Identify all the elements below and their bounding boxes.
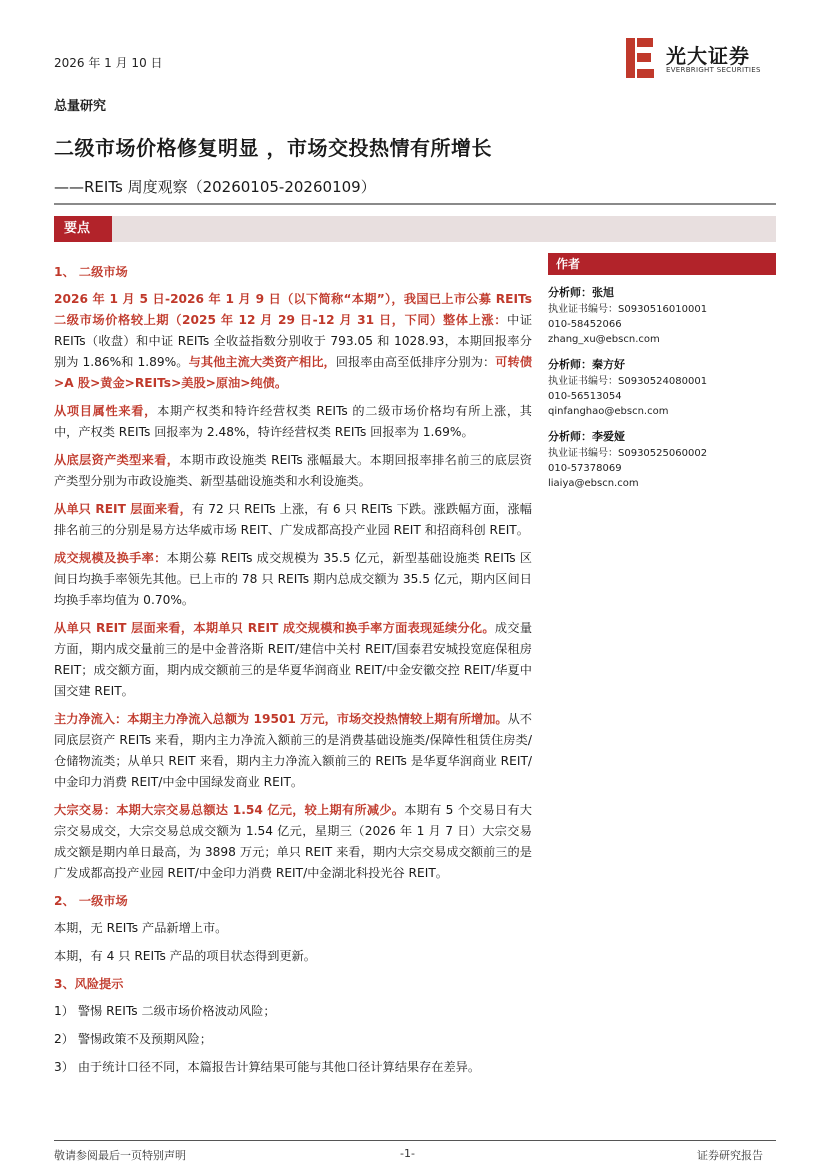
section-heading-risk: 3、风险提示 xyxy=(54,977,124,991)
author-name: 分析师：张旭 xyxy=(548,286,614,299)
logo-text-cn: 光大证券 xyxy=(666,44,750,68)
keypoints-banner xyxy=(54,216,776,242)
body-text: 从不同底层资产 REITs 来看，期内主力净流入额前三的是消费基础设施类/保障性租赁住房类/仓储物流类；从单只 REIT 来看，期内主力净流入额前三的 REITs 是华夏华润商业 REIT/中金印力消费 REIT/中金中国绿发商业 REIT。 xyxy=(54,712,532,789)
author-phone: 010-56513054 xyxy=(548,391,622,402)
body-text: 中证 REITs（收盘）和中证 REITs 全收益指数分别收于 793.05 和 1028.93，本期回报率分别为 1.86%和 1.89%。 xyxy=(54,313,533,369)
report-date: 2026 年 1 月 10 日 xyxy=(54,56,163,70)
highlight-text: 从单只 REIT 层面来看， xyxy=(54,502,192,516)
author-card xyxy=(548,285,776,347)
highlight-text: 从单只 REIT 层面来看，本期单只 REIT 成交规模和换手率方面表现延续分化。 xyxy=(54,621,495,635)
logo-text-en: EVERBRIGHT SECURITIES xyxy=(666,66,761,74)
footer-report-type: 证券研究报告 xyxy=(697,1149,763,1162)
author-card xyxy=(548,429,776,491)
author-card xyxy=(548,357,776,419)
author-name: 分析师：李爱娅 xyxy=(548,430,625,443)
author-email: zhang_xu@ebscn.com xyxy=(548,334,660,345)
section-heading-primary-market: 2、 一级市场 xyxy=(54,894,128,908)
highlight-text: 成交规模及换手率： xyxy=(54,551,167,565)
paragraph-status-update: 本期，有 4 只 REITs 产品的项目状态得到更新。 xyxy=(54,949,316,963)
paragraph-asset-type xyxy=(54,450,532,492)
everbright-logo-icon xyxy=(626,38,654,78)
author-license: 执业证书编号：S0930516010001 xyxy=(548,304,708,315)
report-title: 二级市场价格修复明显 ，市场交投热情有所增长 xyxy=(54,136,492,160)
body-text: 本期有 5 个交易日有大宗交易成交，大宗交易总成交额为 1.54 亿元，星期三（2026 年 1 月 7 日）大宗交易成交额是期内单日最高，为 3898 万元；单只 REIT 来看，期内大宗交易成交额前三的是广发成都高投产业园 REIT/中金印力消费 REIT/中金湖北科投光谷 REIT。 xyxy=(54,803,532,880)
keypoints-label: 要点 xyxy=(54,216,112,242)
paragraph-block-trade xyxy=(54,800,532,884)
body-text: 回报率由高至低排序分别为： xyxy=(335,355,496,369)
section-heading-secondary-market: 1、 二级市场 xyxy=(54,265,128,279)
paragraph-single-reit-volume xyxy=(54,618,532,702)
body-text: 本期市政设施类 REITs 涨幅最大。本期回报率排名前三的底层资产类型分别为市政设施类、新型基础设施类和水利设施类。 xyxy=(54,453,532,488)
everbright-logo xyxy=(626,38,776,82)
highlight-text: 大宗交易：本期大宗交易总额达 1.54 亿元，较上期有所减少。 xyxy=(54,803,405,817)
paragraph-single-reit xyxy=(54,499,532,541)
title-divider xyxy=(54,203,776,205)
authors-panel xyxy=(548,253,776,491)
author-license: 执业证书编号：S0930524080001 xyxy=(548,376,708,387)
footer-divider xyxy=(54,1140,776,1141)
highlight-text: 从底层资产类型来看， xyxy=(54,453,180,467)
body-text: 有 72 只 REITs 上涨，有 6 只 REITs 下跌。涨跌幅方面，涨幅排名前三的分别是易方达华威市场 REIT、广发成都高投产业园 REIT 和招商科创 REIT。 xyxy=(54,502,532,537)
highlight-text: 可转债>A 股>黄金>REITs>美股>原油>纯债。 xyxy=(54,355,533,390)
author-phone: 010-58452066 xyxy=(548,319,622,330)
highlight-text: 2026 年 1 月 5 日-2026 年 1 月 9 日（以下简称“本期”），我国已上市公募 REITs 二级市场价格较上期（2025 年 12 月 29 日-12 月 31 日，下同）整体上涨： xyxy=(54,292,532,327)
report-category: 总量研究 xyxy=(54,99,107,114)
report-subtitle: ——REITs 周度观察（20260105-20260109） xyxy=(54,178,376,196)
author-email: qinfanghao@ebscn.com xyxy=(548,406,669,417)
highlight-text: 从项目属性来看， xyxy=(54,404,158,418)
author-phone: 010-57378069 xyxy=(548,463,622,474)
risk-item: 3） 由于统计口径不同，本篇报告计算结果可能与其他口径计算结果存在差异。 xyxy=(54,1060,481,1074)
paragraph-new-listing: 本期，无 REITs 产品新增上市。 xyxy=(54,921,228,935)
main-content xyxy=(54,262,532,1085)
paragraph-net-inflow xyxy=(54,709,532,793)
body-text: 成交量方面，期内成交量前三的是中金普洛斯 REIT/建信中关村 REIT/国泰君安城投宽庭保租房 REIT；成交额方面，期内成交额前三的是华夏华润商业 REIT/中金安徽交控 REIT/华夏中国交建 REIT。 xyxy=(54,621,533,698)
risk-item: 2） 警惕政策不及预期风险； xyxy=(54,1032,212,1046)
highlight-text: 与其他主流大类资产相比， xyxy=(188,355,336,369)
paragraph-overview xyxy=(54,289,532,394)
highlight-text: 主力净流入：本期主力净流入总额为 19501 万元，市场交投热情较上期有所增加。 xyxy=(54,712,508,726)
authors-label: 作者 xyxy=(548,253,776,275)
paragraph-project-attribute xyxy=(54,401,532,443)
page-number: -1- xyxy=(400,1147,415,1160)
body-text: 本期公募 REITs 成交规模为 35.5 亿元，新型基础设施类 REITs 区间日均换手率领先其他。已上市的 78 只 REITs 期内总成交额为 35.5 亿元，期内区间日均换手率均值为 0.70%。 xyxy=(54,551,532,607)
author-email: liaiya@ebscn.com xyxy=(548,478,639,489)
author-name: 分析师：秦方好 xyxy=(548,358,625,371)
paragraph-turnover xyxy=(54,548,532,611)
body-text: 本期产权类和特许经营权类 REITs 的二级市场价格均有所上涨，其中，产权类 REITs 回报率为 2.48%，特许经营权类 REITs 回报率为 1.69%。 xyxy=(54,404,532,439)
footer-disclaimer: 敬请参阅最后一页特别声明 xyxy=(54,1149,186,1162)
author-license: 执业证书编号：S0930525060002 xyxy=(548,448,708,459)
risk-item: 1） 警惕 REITs 二级市场价格波动风险； xyxy=(54,1004,276,1018)
